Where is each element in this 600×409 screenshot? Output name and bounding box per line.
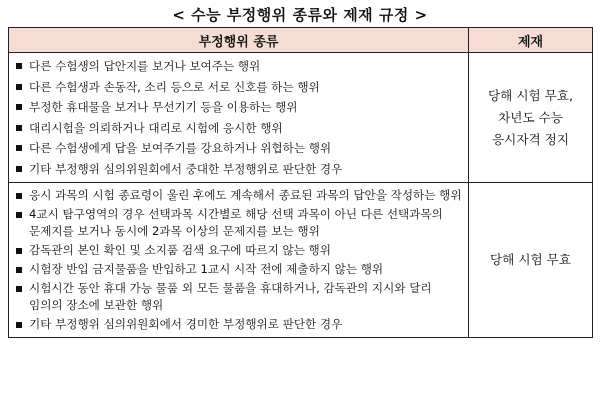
square-bullet-icon — [16, 286, 22, 292]
square-bullet-icon — [16, 193, 22, 199]
list-item-text: 기타 부정행위 심의위원회에서 경미한 부정행위로 판단한 경우 — [29, 317, 343, 331]
list-item — [15, 139, 462, 158]
list-item-text: 기타 부정행위 심의위원회에서 중대한 부정행위로 판단한 경우 — [29, 161, 343, 176]
square-bullet-icon — [16, 248, 22, 254]
list-item-text: 시험장 반입 금지물품을 반입하고 1교시 시작 전에 제출하지 않는 행위 — [29, 262, 384, 276]
violation-list — [15, 187, 462, 333]
violation-list-cell — [9, 53, 469, 183]
violation-list — [15, 57, 462, 178]
table-row — [9, 53, 593, 183]
penalty-line: 당해 시험 무효 — [490, 252, 571, 267]
square-bullet-icon — [16, 145, 22, 151]
column-header-penalty: 제재 — [469, 28, 593, 53]
square-bullet-icon — [16, 84, 22, 90]
list-item-text: 응시 과목의 시험 종료령이 울린 후에도 계속해서 종료된 과목의 답안을 작성하는 행위 — [29, 188, 462, 202]
square-bullet-icon — [16, 212, 22, 218]
list-item-text: 다른 수험생의 답안지를 보거나 보여주는 행위 — [29, 59, 261, 73]
list-item-text: 대리시험을 의뢰하거나 대리로 시험에 응시한 행위 — [29, 120, 283, 135]
list-item — [15, 57, 462, 76]
square-bullet-icon — [16, 267, 22, 273]
list-item — [15, 280, 462, 314]
penalty-cell — [469, 183, 593, 338]
list-item — [15, 78, 462, 97]
square-bullet-icon — [16, 322, 22, 328]
violation-list-cell — [9, 183, 469, 338]
list-item — [15, 316, 462, 333]
penalty-cell — [469, 53, 593, 183]
table-row — [9, 183, 593, 338]
list-item — [15, 160, 462, 179]
penalty-line: 차년도 수능 — [498, 109, 563, 125]
square-bullet-icon — [16, 104, 22, 110]
penalty-line: 응시자격 정지 — [492, 131, 569, 147]
list-item-text: 부정한 휴대물을 보거나 무선기기 등을 이용하는 행위 — [29, 100, 298, 114]
penalty-line: 당해 시험 무효, — [487, 87, 573, 103]
square-bullet-icon — [16, 125, 22, 131]
rules-table — [8, 27, 593, 338]
list-item-text: 4교시 탐구영역의 경우 선택과목 시간별로 해당 선택 과목이 아닌 다른 선택과목의 문제지를 보거나 동시에 2과목 이상의 문제지를 보는 행위 — [29, 207, 443, 238]
list-item-text: 다른 수험생에게 답을 보여주기를 강요하거나 위협하는 행위 — [29, 141, 332, 155]
square-bullet-icon — [16, 63, 22, 69]
list-item — [15, 119, 462, 138]
list-item — [15, 98, 462, 117]
page-title: < 수능 부정행위 종류와 제재 규정 > — [172, 6, 428, 24]
list-item-text: 감독관의 본인 확인 및 소지품 검색 요구에 따르지 않는 행위 — [29, 243, 331, 257]
list-item-text: 시험시간 동안 휴대 가능 물품 외 모든 물품을 휴대하거나, 감독관의 지시와 달리 임의의 장소에 보관한 행위 — [29, 281, 432, 312]
list-item — [15, 242, 462, 259]
square-bullet-icon — [16, 166, 22, 172]
column-header-violation-type: 부정행위 종류 — [9, 28, 469, 53]
list-item — [15, 261, 462, 278]
list-item — [15, 206, 462, 240]
list-item — [15, 187, 462, 204]
table-header-row — [9, 28, 593, 53]
list-item-text: 다른 수험생과 손동작, 소리 등으로 서로 신호를 하는 행위 — [29, 79, 320, 94]
